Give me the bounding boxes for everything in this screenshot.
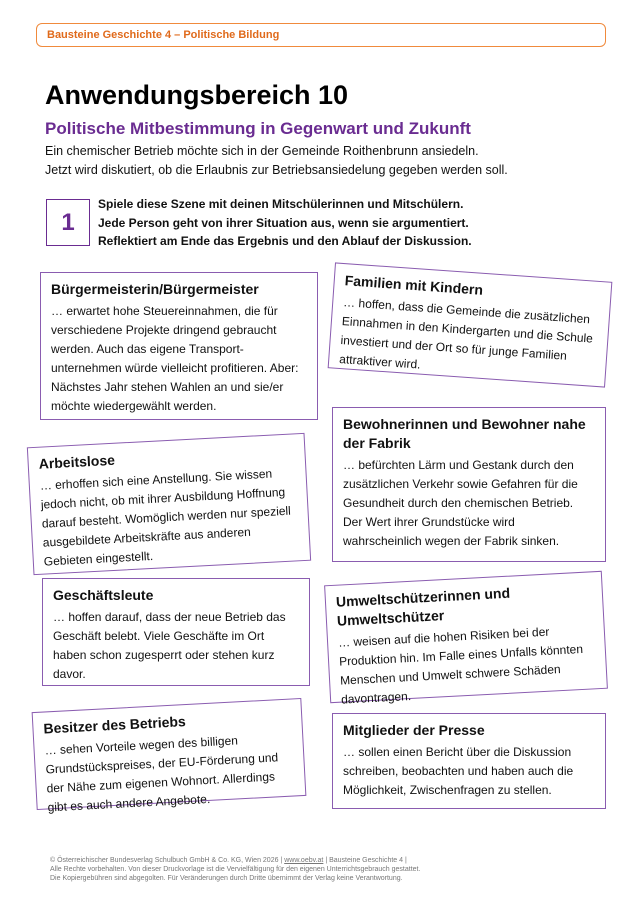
role-title: Bewohnerinnen und Bewohner nahe der Fabrik xyxy=(343,416,586,451)
role-text: … befürchten Lärm und Gestank durch den zusätzlichen Verkehr sowie Gefahren für die Gesundheit durch den chemischen Betrieb. Der Wert ihrer Grundstücke wird wahrscheinlich wegen der Fabrik sinken. xyxy=(343,458,578,548)
role-text: … weisen auf die hohen Risiken bei der Produktion hin. Im Falle eines Unfalls könnten Menschen und Umwelt schwere Schäden davontragen. xyxy=(337,624,584,707)
rights-text: Alle Rechte vorbehalten. Von dieser Druckvorlage ist die Vervielfältigung für den eigenen Unterrichtsgebrauch gestattet. xyxy=(50,866,421,873)
copyright-footer xyxy=(50,856,610,883)
publisher-link[interactable]: www.oebv.at xyxy=(284,857,324,864)
task-line: Jede Person geht von ihrer Situation aus, wenn sie argumentiert. xyxy=(98,215,469,230)
role-text: … erwartet hohe Steuereinnahmen, die für verschiedene Projekte dringend gebraucht werden. Auch das eigene Transport-unternehmen würde vielleicht profitieren. Aber: Nächstes Jahr stehen Wahlen an und sie/er möchte wiedergewählt werden. xyxy=(51,304,299,413)
copyright-text: © Österreichischer Bundesverlag Schulbuch GmbH & Co. KG, Wien 2026 | xyxy=(50,857,283,864)
role-title: Besitzer des Betriebs xyxy=(43,713,187,737)
role-title: Arbeitslose xyxy=(38,451,116,472)
role-text: … hoffen darauf, dass der neue Betrieb das Geschäft belebt. Viele Geschäfte im Ort haben schon zugesperrt oder stehen kurz davor. xyxy=(53,610,286,681)
task-number: 1 xyxy=(46,199,90,246)
series-label: Bausteine Geschichte 4 – Politische Bildung xyxy=(47,29,280,41)
role-title: Geschäftsleute xyxy=(53,587,154,603)
role-text: … sollen einen Bericht über die Diskussion schreiben, beobachten und haben auch die Möglichkeit, Zwischenfragen zu stellen. xyxy=(343,745,574,797)
task-line: Spiele diese Szene mit deinen Mitschülerinnen und Mitschülern. xyxy=(98,197,464,211)
role-title: Familien mit Kindern xyxy=(344,272,484,298)
role-title: Bürgermeisterin/Bürgermeister xyxy=(51,281,259,297)
role-card-company-owners xyxy=(32,698,307,815)
role-text: … hoffen, dass die Gemeinde die zusätzlichen Einnahmen in den Kindergarten und die Schule investiert und der Ort so für junge Familien attraktiver wird. xyxy=(338,295,594,372)
intro-line: Jetzt wird diskutiert, ob die Erlaubnis zur Betriebsansiedelung gegeben werden soll. xyxy=(45,163,508,177)
role-card-families xyxy=(328,262,613,387)
task-instructions xyxy=(98,195,518,251)
role-text: … erhoffen sich eine Anstellung. Sie wissen jedoch nicht, ob mit ihrer Ausbildung Hoffnung darauf besteht. Womöglich werden nur speziell ausgebildete Arbeitskräfte aus anderen Gebieten eingestellt. xyxy=(39,466,292,569)
role-card-environmentalists xyxy=(324,571,608,707)
series-header xyxy=(36,23,606,47)
task-line: Reflektiert am Ende das Ergebnis und den Ablauf der Diskussion. xyxy=(98,234,472,248)
page-title: Anwendungsbereich 10 xyxy=(45,80,349,110)
intro-line: Ein chemischer Betrieb möchte sich in der Gemeinde Roithenbrunn ansiedeln. xyxy=(45,144,479,158)
role-title: Umweltschützerinnen und Umweltschützer xyxy=(335,584,511,629)
copyright-series: | Bausteine Geschichte 4 | xyxy=(325,857,407,864)
intro-text xyxy=(45,142,605,180)
page-subtitle: Politische Mitbestimmung in Gegenwart und Zukunft xyxy=(45,119,471,138)
fees-text: Die Kopiergebühren sind abgegolten. Für Veränderungen durch Dritte übernimmt der Verlag keine Verantwortung. xyxy=(50,875,403,882)
role-title: Mitglieder der Presse xyxy=(343,722,485,738)
role-card-press xyxy=(332,713,606,809)
role-card-mayor xyxy=(40,272,318,420)
role-card-business-people xyxy=(42,578,310,686)
role-text: … sehen Vorteile wegen des billigen Grundstückspreises, der EU-Förderung und der Nähe zum eigenen Wohnort. Allerdings gibt es auch andere Angebote. xyxy=(44,733,279,815)
role-card-residents xyxy=(332,407,606,562)
role-card-unemployed xyxy=(27,433,311,575)
